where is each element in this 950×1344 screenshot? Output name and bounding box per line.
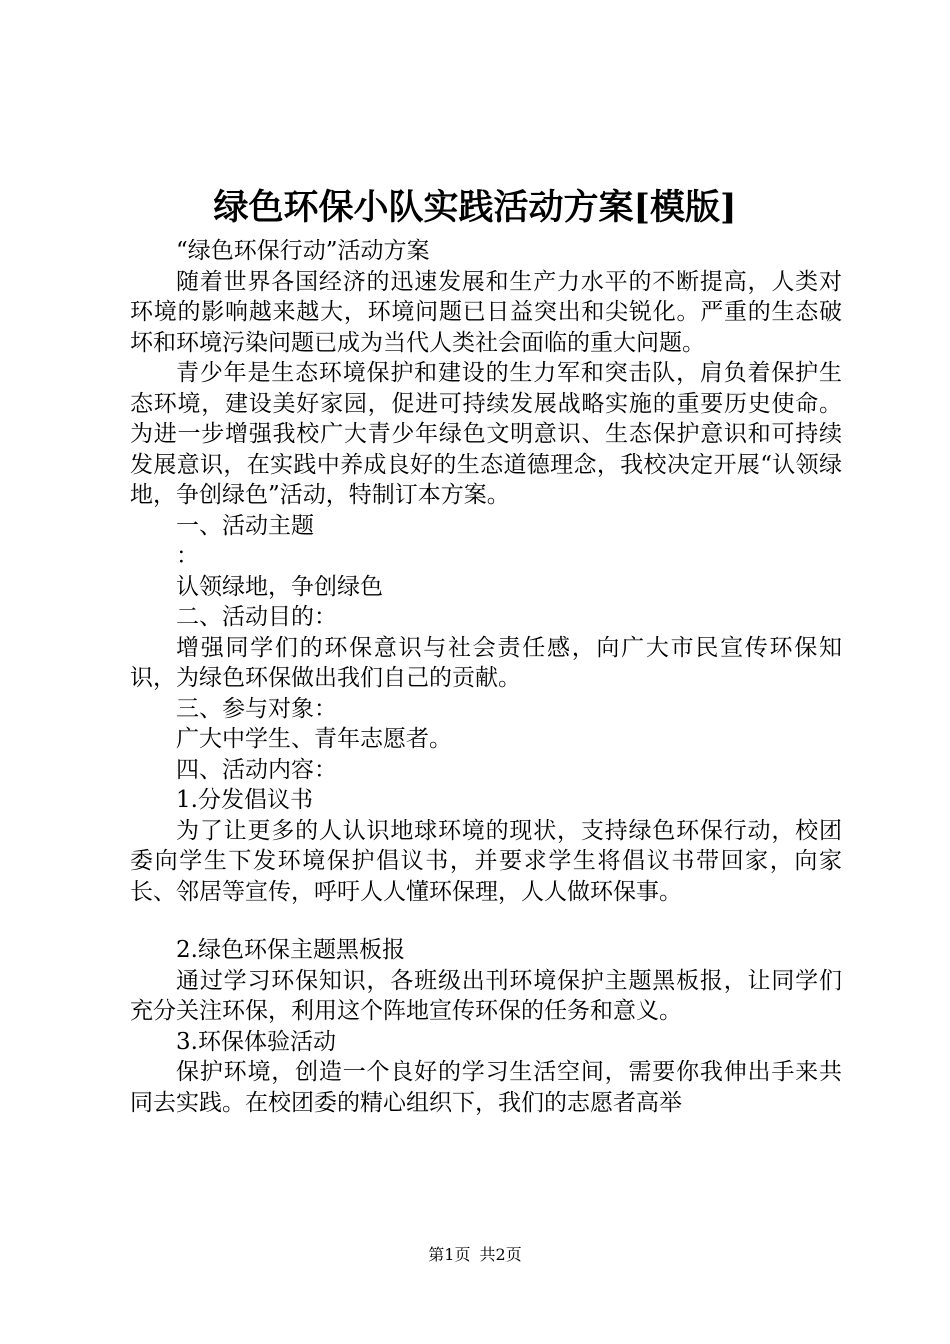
paragraph-item-1: 为了让更多的人认识地球环境的现状，支持绿色环保行动，校团委向学生下发环境保护倡议书，并要求学生将倡议书带回家，向家长、邻居等宣传，呼吁人人懂环保理，人人做环保事。 — [130, 817, 842, 905]
page-number: 第1页 — [428, 1245, 471, 1264]
paragraph-item-2: 通过学习环保知识，各班级出刊环境保护主题黑板报，让同学们充分关注环保，利用这个阵地宣传环保的任务和意义。 — [130, 967, 842, 1024]
paragraph-gap — [130, 907, 842, 935]
document-title: 绿色环保小队实践活动方案[模版] — [213, 187, 737, 228]
document-body — [130, 236, 842, 1118]
heading-item-2: 2.绿色环保主题黑板报 — [176, 937, 405, 963]
paragraph-participants: 广大中学生、青年志愿者。 — [176, 726, 452, 752]
heading-item-3: 3.环保体验活动 — [176, 1028, 336, 1055]
paragraph-colon: ： — [176, 543, 199, 569]
paragraph-purpose: 增强同学们的环保意识与社会责任感，向广大市民宣传环保知识，为绿色环保做出我们自己的贡献。 — [130, 634, 842, 691]
heading-content: 四、活动内容： — [176, 756, 337, 783]
heading-purpose: 二、活动目的： — [176, 604, 337, 630]
page-footer — [0, 1242, 950, 1265]
paragraph-subtitle: “绿色环保行动”活动方案 — [176, 238, 430, 264]
heading-theme: 一、活动主题 — [176, 512, 314, 539]
paragraph-item-3: 保护环境，创造一个良好的学习生活空间，需要你我伸出手来共同去实践。在校团委的精心组织下，我们的志愿者高举 — [130, 1059, 842, 1116]
heading-participants: 三、参与对象： — [176, 695, 337, 722]
heading-item-1: 1.分发倡议书 — [176, 787, 313, 813]
page-total: 共2页 — [479, 1245, 522, 1264]
paragraph-background: 青少年是生态环境保护和建设的生力军和突击队，肩负着保护生态环境，建设美好家园，促进可持续发展战略实施的重要历史使命。为进一步增强我校广大青少年绿色文明意识、生态保护意识和可持续发展意识，在实践中养成良好的生态道德理念，我校决定开展“认领绿地，争创绿色”活动，特制订本方案。 — [130, 360, 842, 508]
paragraph-intro: 随着世界各国经济的迅速发展和生产力水平的不断提高，人类对环境的影响越来越大，环境问题已日益突出和尖锐化。严重的生态破坏和环境污染问题已成为当代人类社会面临的重大问题。 — [130, 268, 842, 356]
paragraph-theme: 认领绿地，争创绿色 — [176, 573, 383, 600]
